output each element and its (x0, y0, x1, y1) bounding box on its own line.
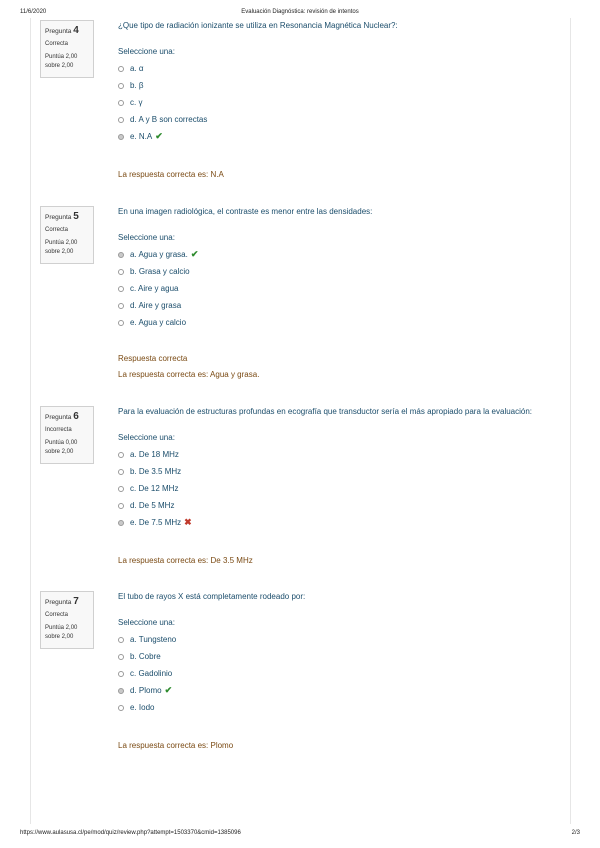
question-label: Pregunta (45, 214, 72, 221)
radio-button[interactable] (118, 100, 124, 106)
page-footer-page-number: 2/3 (571, 830, 580, 836)
answer-option[interactable] (118, 446, 558, 463)
answer-option[interactable] (118, 111, 558, 128)
answer-label: d. A y B son correctas (130, 115, 208, 124)
radio-button[interactable] (118, 303, 124, 309)
answer-prompt: Seleccione una: (118, 47, 175, 56)
page-footer-url: https://www.aulasusa.cl/pe/mod/quiz/review.php?attempt=1503370&cmid=1385096 (20, 830, 241, 836)
question-text: Para la evaluación de estructuras profundas en ecografía que transductor sería el más apropiado para la evaluación: (118, 407, 533, 416)
answer-label: a. De 18 MHz (130, 450, 179, 459)
feedback-correct-answer: La respuesta correcta es: Plomo (118, 741, 234, 750)
question-grade-max: sobre 2,00 (45, 449, 74, 455)
radio-button[interactable] (118, 520, 124, 526)
question-number (45, 596, 93, 607)
question-number-value: 4 (73, 25, 79, 36)
answer-option[interactable] (118, 128, 558, 145)
radio-button[interactable] (118, 503, 124, 509)
question-label: Pregunta (45, 599, 72, 606)
answer-option[interactable] (118, 94, 558, 111)
question-grade (45, 624, 93, 642)
question-grade-score: Puntúa 2,00 (45, 240, 78, 246)
feedback-general: Respuesta correcta (118, 354, 188, 363)
question-number-value: 5 (73, 211, 79, 222)
answer-label: c. De 12 MHz (130, 484, 179, 493)
answer-prompt: Seleccione una: (118, 618, 175, 627)
question-grade-max: sobre 2,00 (45, 249, 74, 255)
answer-label: a. Agua y grasa. (130, 250, 188, 259)
answer-list (118, 446, 558, 531)
check-icon: ✔ (190, 249, 199, 259)
answer-option[interactable] (118, 682, 558, 699)
check-icon: ✔ (155, 131, 163, 141)
question-number (45, 411, 93, 422)
answer-label: d. De 5 MHz (130, 501, 175, 510)
radio-button[interactable] (118, 286, 124, 292)
answer-label: e. Iodo (130, 703, 155, 712)
radio-button[interactable] (118, 252, 124, 258)
radio-button[interactable] (118, 117, 124, 123)
answer-label: b. De 3.5 MHz (130, 467, 182, 476)
answer-list (118, 60, 558, 145)
question-content (118, 206, 558, 379)
question-grade-score: Puntúa 2,00 (45, 625, 78, 631)
answer-label: a. Tungsteno (130, 635, 177, 644)
radio-button[interactable] (118, 452, 124, 458)
answer-label: d. Plomo (130, 686, 162, 695)
answer-label: e. N.A (130, 132, 153, 141)
answer-label: d. Aire y grasa (130, 301, 182, 310)
question-info-box (40, 406, 94, 464)
radio-button[interactable] (118, 469, 124, 475)
answer-option[interactable] (118, 665, 558, 682)
answer-option[interactable] (118, 263, 558, 280)
answer-list (118, 631, 558, 716)
answer-option[interactable] (118, 314, 558, 331)
question-info-box (40, 206, 94, 264)
answer-option[interactable] (118, 480, 558, 497)
question-label: Pregunta (45, 28, 72, 35)
question-number (45, 25, 93, 36)
question-grade-score: Puntúa 2,00 (45, 54, 78, 60)
answer-option[interactable] (118, 77, 558, 94)
answer-option[interactable] (118, 699, 558, 716)
answer-label: e. De 7.5 MHz (130, 518, 182, 527)
question-info-box (40, 591, 94, 649)
feedback-correct-answer: La respuesta correcta es: Agua y grasa. (118, 370, 260, 379)
question-content (118, 591, 558, 750)
answer-label: b. β (130, 81, 144, 90)
question-number (45, 211, 93, 222)
feedback-correct-answer: La respuesta correcta es: N.A (118, 170, 224, 179)
answer-option[interactable] (118, 280, 558, 297)
radio-button[interactable] (118, 486, 124, 492)
answer-prompt: Seleccione una: (118, 433, 175, 442)
cross-icon: ✖ (184, 517, 192, 527)
question-state: Correcta (45, 41, 69, 47)
question-state: Correcta (45, 227, 69, 233)
answer-label: c. Aire y agua (130, 284, 179, 293)
question-grade-score: Puntúa 0,00 (45, 440, 78, 446)
page-header-title: Evaluación Diagnóstica: revisión de intentos (241, 9, 359, 15)
check-icon: ✔ (164, 685, 173, 695)
question-grade (45, 239, 93, 257)
answer-label: a. α (130, 64, 144, 73)
answer-option[interactable] (118, 297, 558, 314)
answer-option[interactable] (118, 60, 558, 77)
question-content (118, 406, 558, 565)
question-label: Pregunta (45, 414, 72, 421)
answer-label: c. Gadolinio (130, 669, 173, 678)
answer-option[interactable] (118, 648, 558, 665)
content-frame-left-border (30, 18, 31, 824)
radio-button[interactable] (118, 688, 124, 694)
feedback-correct-answer: La respuesta correcta es: De 3.5 MHz (118, 556, 253, 565)
question-number-value: 7 (73, 596, 79, 607)
answer-list (118, 246, 558, 331)
answer-label: c. γ (130, 98, 143, 107)
question-content (118, 20, 558, 179)
page-header-date: 11/6/2020 (20, 9, 47, 15)
question-text: ¿Que tipo de radiación ionizante se utiliza en Resonancia Magnética Nuclear?: (118, 21, 398, 30)
question-grade (45, 53, 93, 71)
radio-button[interactable] (118, 269, 124, 275)
question-state: Incorrecta (45, 427, 72, 433)
answer-option[interactable] (118, 631, 558, 648)
question-state: Correcta (45, 612, 69, 618)
content-frame-right-border (570, 18, 571, 824)
radio-button[interactable] (118, 671, 124, 677)
radio-button[interactable] (118, 134, 124, 140)
radio-button[interactable] (118, 66, 124, 72)
radio-button[interactable] (118, 654, 124, 660)
question-grade-max: sobre 2,00 (45, 63, 74, 69)
question-grade-max: sobre 2,00 (45, 634, 74, 640)
answer-option[interactable] (118, 497, 558, 514)
question-info-box (40, 20, 94, 78)
radio-button[interactable] (118, 320, 124, 326)
answer-option[interactable] (118, 463, 558, 480)
answer-prompt: Seleccione una: (118, 233, 175, 242)
answer-label: e. Agua y calcio (130, 318, 187, 327)
question-number-value: 6 (73, 411, 79, 422)
answer-label: b. Cobre (130, 652, 161, 661)
question-grade (45, 439, 93, 457)
answer-option[interactable] (118, 246, 558, 263)
question-text: En una imagen radiológica, el contraste es menor entre las densidades: (118, 207, 373, 216)
answer-option[interactable] (118, 514, 558, 531)
radio-button[interactable] (118, 83, 124, 89)
radio-button[interactable] (118, 705, 124, 711)
question-text: El tubo de rayos X está completamente rodeado por: (118, 592, 306, 601)
answer-label: b. Grasa y calcio (130, 267, 190, 276)
radio-button[interactable] (118, 637, 124, 643)
